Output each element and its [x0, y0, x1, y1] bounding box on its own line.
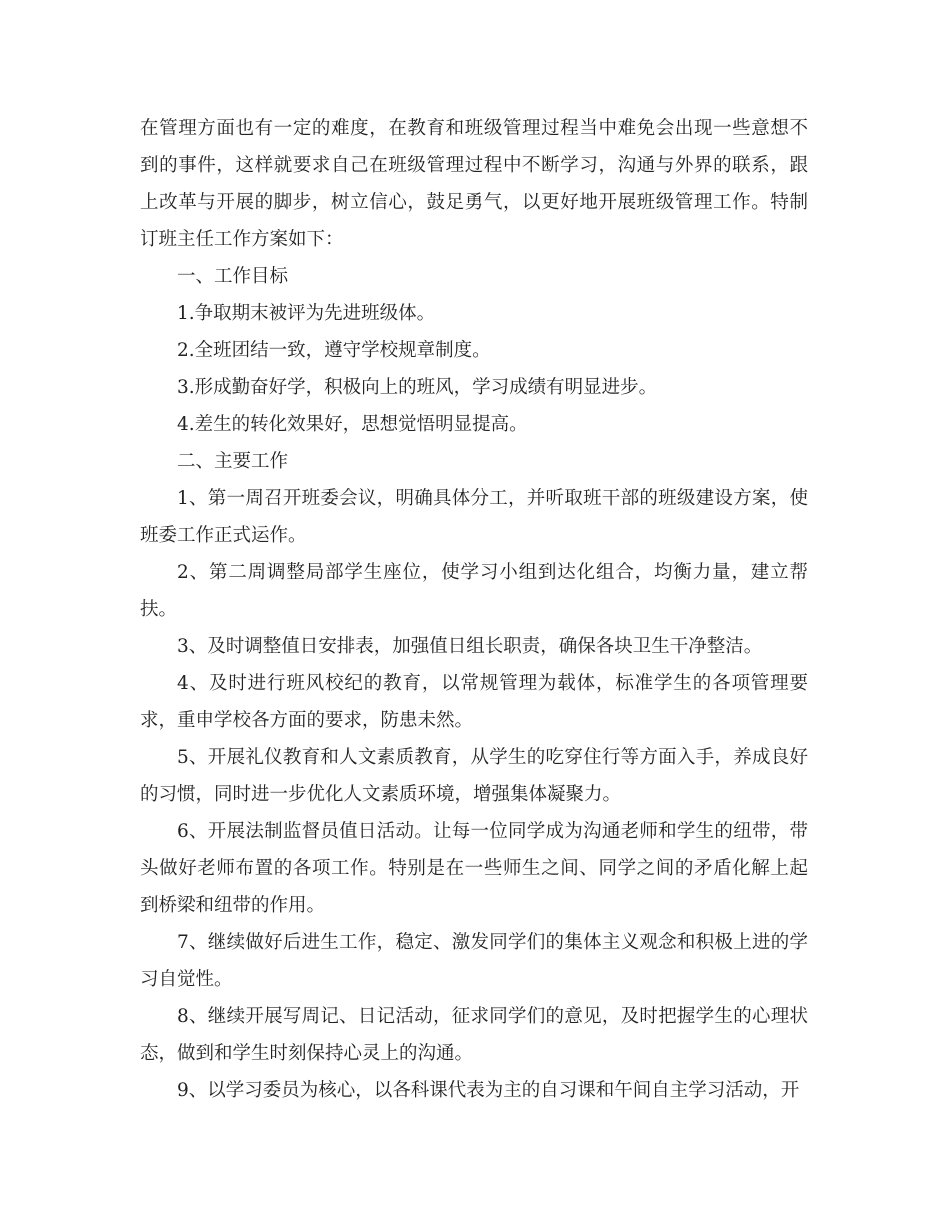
- text-line: 1、第一周召开班委会议，明确具体分工，并听取班干部的班级建设方案，使: [177, 488, 808, 509]
- paragraph-w2: [140, 554, 808, 628]
- paragraph-w3: [140, 628, 808, 665]
- text-line: 订班主任工作方案如下：: [140, 229, 344, 250]
- text-line: 9、以学习委员为核心，以各科课代表为主的自习课和午间自主学习活动，开: [177, 1080, 800, 1101]
- text-line: 的习惯，同时进一步优化人文素质环境，增强集体凝聚力。: [140, 784, 622, 805]
- paragraph-w1: [140, 480, 808, 554]
- paragraph-h-work: [140, 443, 808, 480]
- text-line: 3、及时调整值日安排表，加强值日组长职责，确保各块卫生干净整洁。: [177, 636, 763, 657]
- paragraph-w7: [140, 924, 808, 998]
- text-line: 上改革与开展的脚步，树立信心，鼓足勇气，以更好地开展班级管理工作。特制: [140, 192, 808, 213]
- text-line: 1.争取期末被评为先进班级体。: [177, 303, 436, 324]
- paragraph-w6: [140, 813, 808, 924]
- text-line: 8、继续开展写周记、日记活动，征求同学们的意见，及时把握学生的心理状: [177, 1006, 808, 1027]
- paragraph-h-goals: [140, 258, 808, 295]
- paragraph-w5: [140, 739, 808, 813]
- text-line: 一、工作目标: [177, 266, 289, 287]
- text-line: 习自觉性。: [140, 969, 233, 990]
- document-body: [140, 110, 808, 1109]
- paragraph-g3: [140, 369, 808, 406]
- text-line: 6、开展法制监督员值日活动。让每一位同学成为沟通老师和学生的纽带，带: [177, 821, 808, 842]
- paragraph-w4: [140, 665, 808, 739]
- text-line: 5、开展礼仪教育和人文素质教育，从学生的吃穿住行等方面入手，养成良好: [177, 747, 808, 768]
- paragraph-w9: [140, 1072, 808, 1109]
- text-line: 到桥梁和纽带的作用。: [140, 895, 326, 916]
- paragraph-p-intro: [140, 110, 808, 258]
- text-line: 求，重申学校各方面的要求，防患未然。: [140, 710, 474, 731]
- text-line: 班委工作正式运作。: [140, 525, 307, 546]
- text-line: 7、继续做好后进生工作，稳定、激发同学们的集体主义观念和积极上进的学: [177, 932, 808, 953]
- text-line: 头做好老师布置的各项工作。特别是在一些师生之间、同学之间的矛盾化解上起: [140, 858, 808, 879]
- text-line: 扶。: [140, 599, 178, 620]
- text-line: 在管理方面也有一定的难度，在教育和班级管理过程当中难免会出现一些意想不: [140, 118, 808, 139]
- text-line: 态，做到和学生时刻保持心灵上的沟通。: [140, 1043, 474, 1064]
- text-line: 3.形成勤奋好学，积极向上的班风，学习成绩有明显进步。: [177, 377, 658, 398]
- text-line: 2.全班团结一致，遵守学校规章制度。: [177, 340, 491, 361]
- paragraph-g4: [140, 406, 808, 443]
- text-line: 4.差生的转化效果好，思想觉悟明显提高。: [177, 414, 528, 435]
- text-line: 4、及时进行班风校纪的教育，以常规管理为载体，标准学生的各项管理要: [177, 673, 808, 694]
- text-line: 二、主要工作: [177, 451, 289, 472]
- paragraph-g2: [140, 332, 808, 369]
- paragraph-w8: [140, 998, 808, 1072]
- text-line: 到的事件，这样就要求自己在班级管理过程中不断学习，沟通与外界的联系，跟: [140, 155, 808, 176]
- paragraph-g1: [140, 295, 808, 332]
- text-line: 2、第二周调整局部学生座位，使学习小组到达化组合，均衡力量，建立帮: [177, 562, 808, 583]
